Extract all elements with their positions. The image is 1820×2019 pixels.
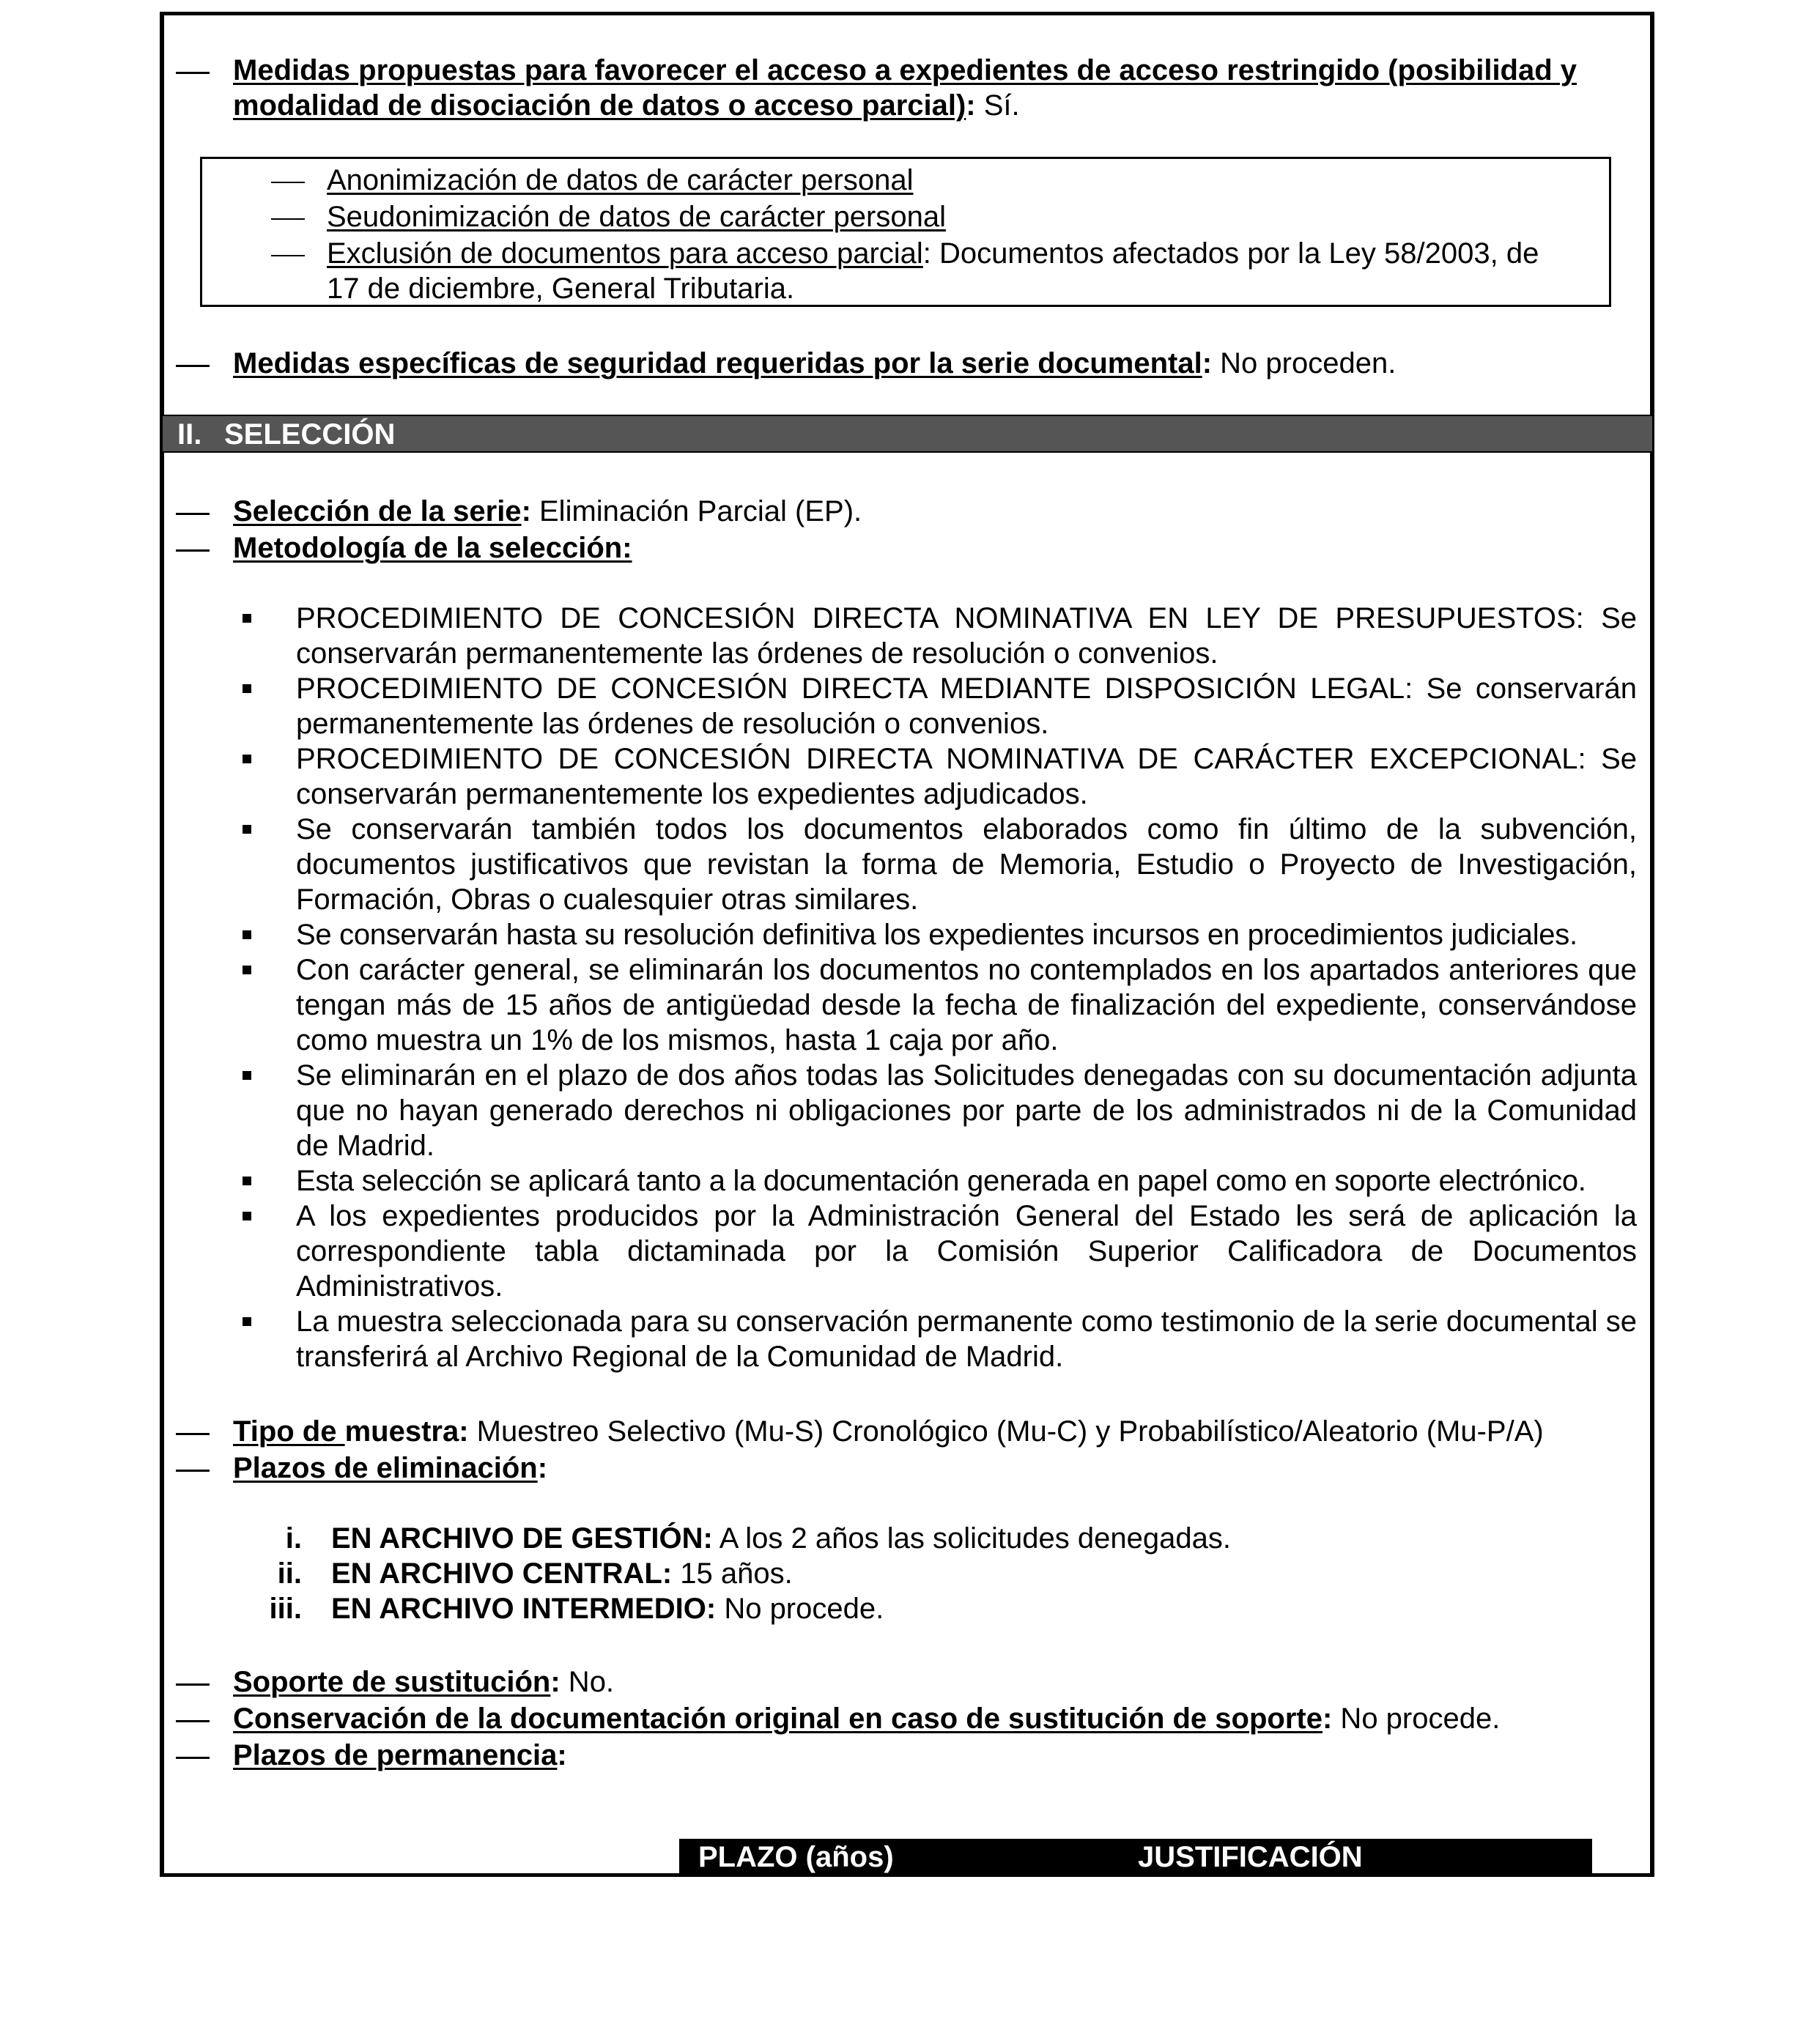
roman-numeral: i. xyxy=(285,1522,302,1555)
methodology-item: A los expedientes producidos por la Administración General del Estado les será de aplicación la correspondiente tabla dictaminada por la Comisión Superior Calificadora de Documentos Administrativos. xyxy=(296,1200,1637,1303)
dash-marker xyxy=(271,182,305,183)
section-number: II. xyxy=(177,418,202,451)
dash-marker xyxy=(176,1470,210,1472)
access-option-exclusion: Exclusión de documentos para acceso parcial: Documentos afectados por la Ley 58/2003, de xyxy=(327,237,1539,270)
security-measures-value: No proceden. xyxy=(1212,347,1397,379)
bullet-square xyxy=(243,755,251,763)
dash-marker xyxy=(176,513,210,515)
methodology-item: Se conservarán hasta su resolución definitiva los expedientes incursos en procedimientos judiciales. xyxy=(296,919,1577,951)
bullet-square xyxy=(243,1212,251,1220)
methodology-item: Con carácter general, se eliminarán los documentos no contemplados en los apartados anteriores que tengan más de 15 años de antigüedad desde la fecha de finalización del expediente, conservándose como muestra un 1% de los mismos, hasta 1 caja por año. xyxy=(296,954,1637,1056)
access-measures-label: modalidad de disociación de datos o acceso parcial) xyxy=(233,89,966,122)
dash-marker xyxy=(176,72,210,74)
dash-marker xyxy=(271,218,305,220)
access-option-anonymization: Anonimización de datos de carácter personal xyxy=(327,164,914,196)
selection-label: Selección de la serie xyxy=(233,495,522,527)
methodology-label: Metodología de la selección: xyxy=(233,532,632,564)
table-header xyxy=(679,1839,1592,1875)
selection-value: Eliminación Parcial (EP). xyxy=(530,495,862,527)
dash-marker xyxy=(176,1720,210,1722)
dash-marker xyxy=(176,1683,210,1686)
methodology-item: PROCEDIMIENTO DE CONCESIÓN DIRECTA NOMINATIVA EN LEY DE PRESUPUESTOS: Se conservarán permanentemente las órdenes de resolución o convenios. xyxy=(296,602,1637,670)
table-header-rule xyxy=(221,1874,680,1876)
dash-marker xyxy=(176,1757,210,1759)
section-header-bar xyxy=(163,415,1652,453)
substitution-support-label: Soporte de sustitución xyxy=(233,1666,551,1698)
bullet-square xyxy=(243,825,251,834)
methodology-item: La muestra seleccionada para su conservación permanente como testimonio de la serie documental se transferirá al Archivo Regional de la Comunidad de Madrid. xyxy=(296,1305,1637,1373)
bullet-square xyxy=(243,684,251,693)
dash-marker xyxy=(176,1433,210,1435)
elimination-periods-label: Plazos de eliminación: xyxy=(233,1452,548,1484)
sample-type: Tipo de muestra: Muestreo Selectivo (Mu-S) Cronológico (Mu-C) y Probabilístico/Aleatorio (Mu-P/A) xyxy=(233,1415,1544,1448)
bullet-square xyxy=(243,930,251,939)
bullet-square xyxy=(243,1177,251,1185)
access-option-pseudonymization: Seudonimización de datos de carácter personal xyxy=(327,201,946,233)
security-measures: Medidas específicas de seguridad requeridas por la serie documental: No proceden. xyxy=(233,347,1397,379)
security-measures-label: Medidas específicas de seguridad requeridas por la serie documental xyxy=(233,347,1202,379)
methodology-item: Se eliminarán en el plazo de dos años todas las Solicitudes denegadas con su documentación adjunta que no hayan generado derechos ni obligaciones por parte de los administrados ni de la Comunidad de Madrid. xyxy=(296,1059,1637,1162)
section-title: SELECCIÓN xyxy=(224,418,396,451)
elimination-period-item: EN ARCHIVO DE GESTIÓN: A los 2 años las solicitudes denegadas. xyxy=(331,1522,1231,1555)
table-header-justificacion: JUSTIFICACIÓN xyxy=(1138,1841,1363,1873)
bullet-square xyxy=(243,1317,251,1326)
roman-numeral: iii. xyxy=(269,1593,302,1625)
dash-marker xyxy=(176,365,210,367)
substitution-support: Soporte de sustitución: No. xyxy=(233,1666,615,1698)
access-measures-label-line1: Medidas propuestas para favorecer el acceso a expedientes de acceso restringido (posibilidad y xyxy=(233,54,1577,86)
permanence-periods-label: Plazos de permanencia: xyxy=(233,1739,567,1771)
methodology-item: Esta selección se aplicará tanto a la documentación generada en papel como en soporte electrónico. xyxy=(296,1165,1586,1197)
substitution-support-value: No. xyxy=(560,1666,615,1698)
sample-type-value: Muestreo Selectivo (Mu-S) Cronológico (Mu-C) y Probabilístico/Aleatorio (Mu-P/A) xyxy=(468,1415,1544,1448)
original-conservation-label: Conservación de la documentación original en caso de sustitución de soporte xyxy=(233,1703,1323,1735)
bullet-square xyxy=(243,614,251,623)
methodology-item: Se conservarán también todos los documentos elaborados como fin último de la subvención, documentos justificativos que revistan la forma de Memoria, Estudio o Proyecto de Investigación, Formación, Obras o cualesquier otras similares. xyxy=(296,813,1637,916)
elimination-period-item: EN ARCHIVO INTERMEDIO: No procede. xyxy=(331,1593,884,1625)
access-option-exclusion-detail: 17 de diciembre, General Tributaria. xyxy=(327,273,795,305)
access-measures-label-line2: modalidad de disociación de datos o acceso parcial): Sí. xyxy=(233,89,1020,122)
elimination-period-item: EN ARCHIVO CENTRAL: 15 años. xyxy=(331,1557,793,1590)
bullet-square xyxy=(243,1071,251,1080)
original-conservation: Conservación de la documentación original en caso de sustitución de soporte: No procede. xyxy=(233,1703,1501,1735)
roman-numeral: ii. xyxy=(277,1557,302,1590)
methodology-item: PROCEDIMIENTO DE CONCESIÓN DIRECTA NOMINATIVA DE CARÁCTER EXCEPCIONAL: Se conservarán permanentemente los expedientes adjudicados. xyxy=(296,743,1637,810)
dash-marker xyxy=(271,255,305,256)
methodology-item: PROCEDIMIENTO DE CONCESIÓN DIRECTA MEDIANTE DISPOSICIÓN LEGAL: Se conservarán permanentemente las órdenes de resolución o convenios. xyxy=(296,673,1637,740)
bullet-square xyxy=(243,966,251,974)
dash-marker xyxy=(176,549,210,552)
table-header-plazo: PLAZO (años) xyxy=(698,1841,894,1873)
access-measures-value: Sí. xyxy=(975,89,1020,122)
selection-field: Selección de la serie: Eliminación Parcial (EP). xyxy=(233,495,862,527)
original-conservation-value: No procede. xyxy=(1332,1703,1501,1735)
